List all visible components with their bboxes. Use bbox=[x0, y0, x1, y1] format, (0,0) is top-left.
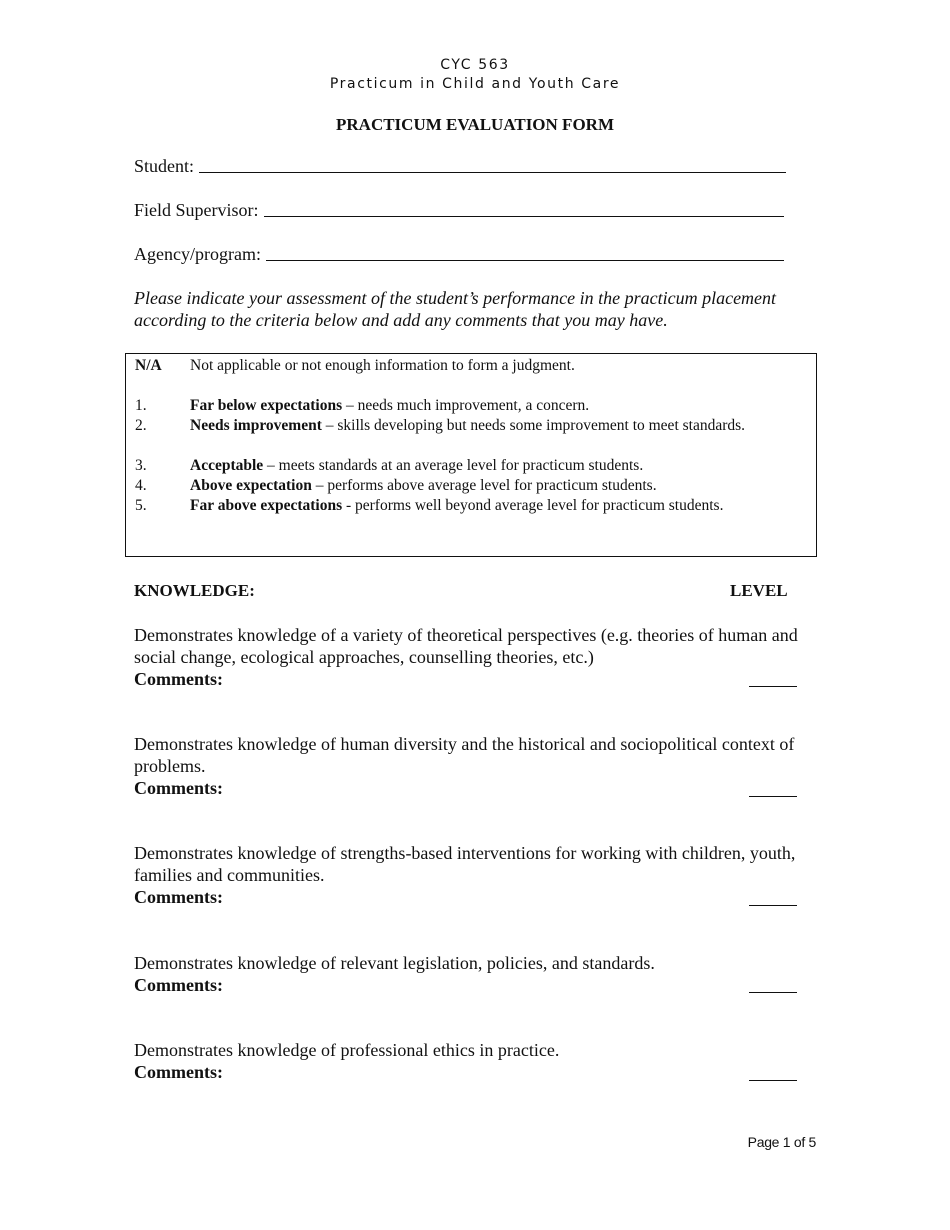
criterion-text: Demonstrates knowledge of relevant legislation, policies, and standards. bbox=[134, 953, 655, 973]
page-number: Page 1 of 5 bbox=[747, 1134, 816, 1150]
legend-term: Far below expectations bbox=[190, 397, 343, 414]
agency-input-line[interactable] bbox=[266, 260, 784, 261]
criterion-text: Demonstrates knowledge of strengths-based interventions for working with children, youth, families and communities. bbox=[134, 843, 796, 885]
instructions: Please indicate your assessment of the student’s performance in the practicum placement according to the criteria below and add any comments that you may have. bbox=[134, 288, 777, 330]
legend-key: 3. bbox=[135, 457, 147, 474]
form-title: PRACTICUM EVALUATION FORM bbox=[336, 115, 614, 134]
level-input-line[interactable] bbox=[749, 905, 797, 906]
criterion-item bbox=[134, 624, 824, 690]
criterion-item bbox=[134, 733, 824, 799]
legend-key: 5. bbox=[135, 497, 147, 514]
agency-program-field[interactable] bbox=[134, 244, 784, 265]
legend-desc: – meets standards at an average level for practicum students. bbox=[263, 457, 644, 474]
criterion-text: Demonstrates knowledge of human diversity and the historical and sociopolitical context of problems. bbox=[134, 734, 795, 776]
legend-key: 1. bbox=[135, 397, 147, 414]
student-input-line[interactable] bbox=[199, 172, 786, 173]
legend-key: 2. bbox=[135, 417, 147, 434]
legend-key: 4. bbox=[135, 477, 147, 494]
comments-label: Comments: bbox=[134, 975, 223, 995]
student-field[interactable] bbox=[134, 156, 786, 177]
legend-term: Needs improvement bbox=[190, 417, 322, 434]
agency-label: Agency/program: bbox=[134, 244, 261, 264]
legend-term: Acceptable bbox=[190, 457, 264, 474]
legend-text: Not applicable or not enough information to form a judgment. bbox=[190, 357, 575, 374]
legend-desc: - performs well beyond average level for practicum students. bbox=[342, 497, 724, 514]
supervisor-input-line[interactable] bbox=[264, 216, 785, 217]
criterion-item bbox=[134, 1039, 824, 1083]
student-label: Student: bbox=[134, 156, 195, 176]
criterion-item bbox=[134, 842, 824, 908]
supervisor-label: Field Supervisor: bbox=[134, 200, 259, 220]
level-input-line[interactable] bbox=[749, 796, 797, 797]
field-supervisor-field[interactable] bbox=[134, 200, 784, 221]
course-name: Practicum in Child and Youth Care bbox=[329, 76, 621, 92]
legend-text bbox=[190, 416, 795, 436]
section-heading-knowledge: KNOWLEDGE: bbox=[134, 581, 255, 600]
legend-key: N/A bbox=[135, 357, 162, 374]
comments-label: Comments: bbox=[134, 1062, 223, 1082]
criterion-text: Demonstrates knowledge of professional ethics in practice. bbox=[134, 1040, 560, 1060]
level-input-line[interactable] bbox=[749, 1080, 797, 1081]
legend-text bbox=[190, 396, 795, 416]
comments-label: Comments: bbox=[134, 887, 223, 907]
level-input-line[interactable] bbox=[749, 992, 797, 993]
level-column-heading: LEVEL bbox=[730, 581, 788, 600]
criterion-item bbox=[134, 952, 824, 996]
course-code: CYC 563 bbox=[440, 57, 510, 73]
criterion-text: Demonstrates knowledge of a variety of theoretical perspectives (e.g. theories of human and social change, ecological approaches, counselling theories, etc.) bbox=[134, 625, 798, 667]
comments-label: Comments: bbox=[134, 778, 223, 798]
legend-text bbox=[190, 476, 795, 496]
legend-desc: – needs much improvement, a concern. bbox=[342, 397, 590, 414]
rating-legend bbox=[125, 353, 817, 557]
legend-text bbox=[190, 456, 795, 476]
legend-desc: – performs above average level for practicum students. bbox=[311, 477, 657, 494]
comments-label: Comments: bbox=[134, 669, 223, 689]
legend-text bbox=[190, 496, 795, 516]
legend-term: Far above expectations bbox=[190, 497, 343, 514]
legend-term: Above expectation bbox=[190, 477, 312, 494]
level-input-line[interactable] bbox=[749, 686, 797, 687]
legend-desc: – skills developing but needs some improvement to meet standards. bbox=[321, 417, 746, 434]
